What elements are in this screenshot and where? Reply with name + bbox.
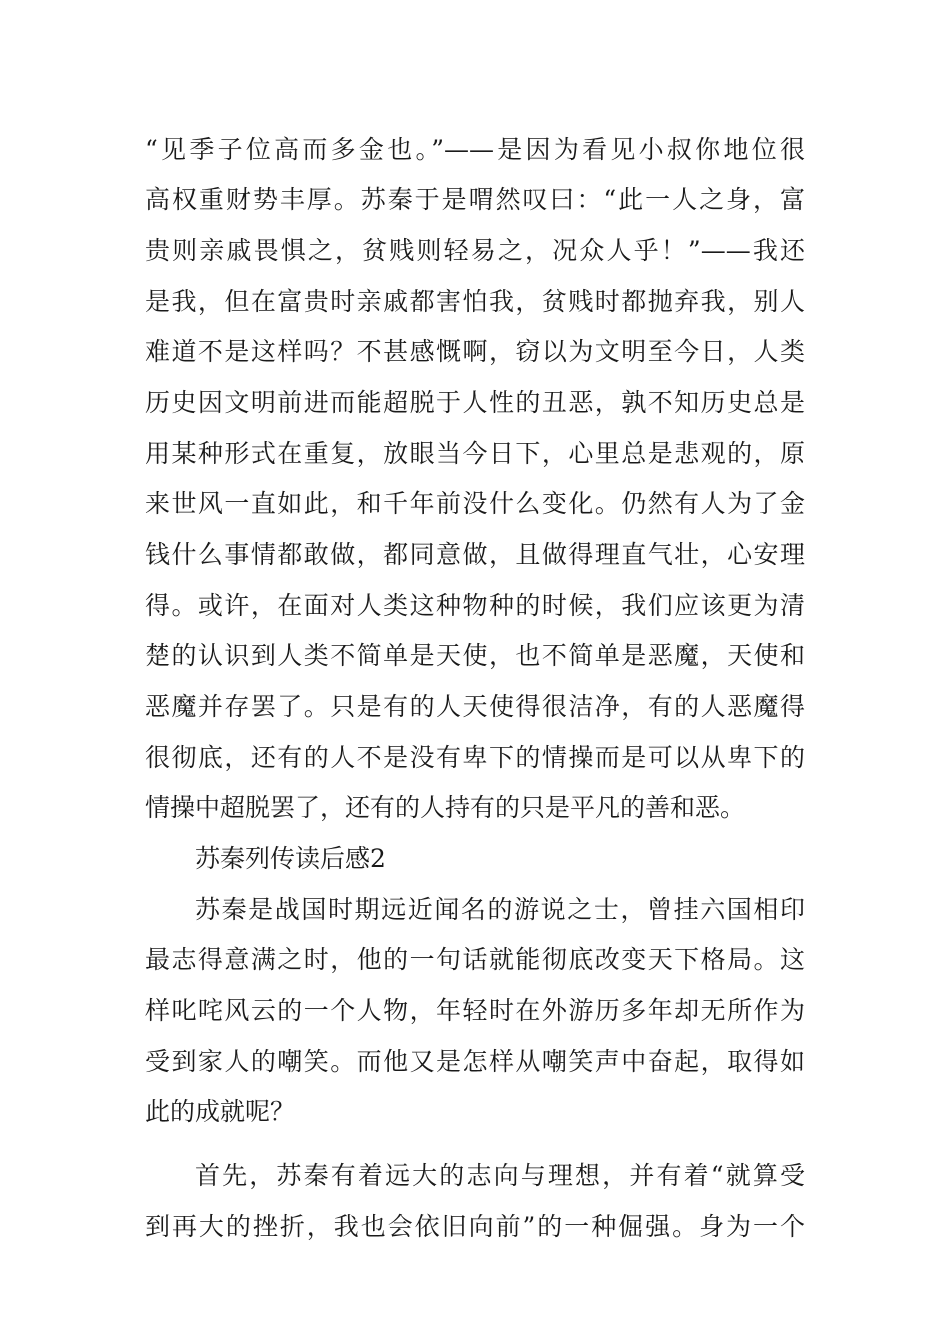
paragraph-line: 难道不是这样吗？不甚感慨啊，窃以为文明至今日，人类 <box>145 337 805 366</box>
paragraph-line: 最志得意满之时，他的一句话就能彻底改变天下格局。这 <box>145 945 805 974</box>
paragraph-line: 情操中超脱罢了，还有的人持有的只是平凡的善和恶。 <box>145 793 746 822</box>
paragraph-line: 用某种形式在重复，放眼当今日下，心里总是悲观的，原 <box>145 439 805 468</box>
paragraph-line: 是我，但在富贵时亲戚都害怕我，贫贱时都抛弃我，别人 <box>145 287 805 316</box>
paragraph-line: 此的成就呢？ <box>145 1097 296 1126</box>
paragraph-line: 来世风一直如此，和千年前没什么变化。仍然有人为了金 <box>145 489 805 518</box>
paragraph-line: 高权重财势丰厚。苏秦于是喟然叹曰：“此一人之身，富 <box>145 185 805 214</box>
paragraph-line: 受到家人的嘲笑。而他又是怎样从嘲笑声中奋起，取得如 <box>145 1047 805 1076</box>
paragraph-line: 楚的认识到人类不简单是天使，也不简单是恶魔，天使和 <box>145 641 805 670</box>
paragraph-line: 得。或许，在面对人类这种物种的时候，我们应该更为清 <box>145 591 805 620</box>
paragraph-line: 很彻底，还有的人不是没有卑下的情操而是可以从卑下的 <box>145 743 805 772</box>
paragraph-line: 钱什么事情都敢做，都同意做，且做得理直气壮，心安理 <box>145 540 805 569</box>
paragraph-line: 到再大的挫折，我也会依旧向前”的一种倔强。身为一个 <box>145 1212 805 1241</box>
paragraph-line: 苏秦是战国时期远近闻名的游说之士，曾挂六国相印 <box>195 895 805 924</box>
paragraph-line: “见季子位高而多金也。”——是因为看见小叔你地位很 <box>145 135 805 164</box>
paragraph-line: 贵则亲戚畏惧之，贫贱则轻易之，况众人乎！”——我还 <box>145 236 805 265</box>
paragraph-line: 历史因文明前进而能超脱于人性的丑恶，孰不知历史总是 <box>145 388 805 417</box>
paragraph-line: 恶魔并存罢了。只是有的人天使得很洁净，有的人恶魔得 <box>145 692 805 721</box>
section-heading: 苏秦列传读后感2 <box>195 844 386 873</box>
paragraph-line: 样叱咤风云的一个人物，年轻时在外游历多年却无所作为 <box>145 996 805 1025</box>
paragraph-line: 首先，苏秦有着远大的志向与理想，并有着“就算受 <box>195 1161 805 1190</box>
